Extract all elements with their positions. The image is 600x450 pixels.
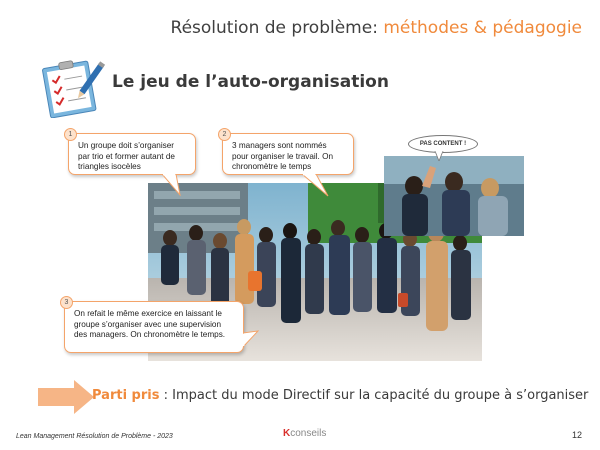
callout-number-1: 1: [64, 128, 77, 141]
callout-2-tail: [300, 174, 330, 198]
title-main: Résolution de problème:: [170, 18, 384, 38]
checklist-icon: [36, 58, 108, 118]
title-accent: méthodes & pédagogie: [383, 18, 582, 38]
callout-number-3: 3: [60, 296, 73, 309]
footer-caption: Lean Management Résolution de Problème - 2023: [16, 433, 173, 440]
callout-step-2: [222, 133, 354, 175]
callout-number-2: 2: [218, 128, 231, 141]
callout-text-3: On refait le même exercice en laissant le groupe s’organiser avec une supervision des managers. On chronomètre le temps.: [74, 309, 226, 339]
conclusion-text: : Impact du mode Directif sur la capacité du groupe à s’organiser: [159, 388, 589, 403]
section-subtitle: Le jeu de l’auto-organisation: [112, 72, 389, 92]
inset-photo: [384, 156, 524, 236]
conclusion-keyword: Parti pris: [92, 388, 160, 403]
conclusion-statement: [92, 388, 588, 403]
callout-step-1: [68, 133, 196, 175]
speech-bubble: PAS CONTENT !: [408, 135, 478, 153]
slide-title: [170, 18, 582, 38]
logo-text: conseils: [290, 428, 327, 439]
speech-bubble-tail: [434, 151, 446, 161]
page-number: 12: [572, 430, 583, 440]
arrow-right-icon: [38, 380, 94, 414]
callout-1-tail: [160, 174, 182, 196]
callout-text-2: 3 managers sont nommés pour organiser le travail. On chronomètre le temps: [232, 141, 334, 171]
callout-step-3: [64, 301, 244, 353]
callout-3-tail: [243, 330, 259, 350]
logo-mark: K: [283, 428, 291, 439]
callout-text-1: Un groupe doit s’organiser par trio et former autant de triangles isocèles: [78, 141, 175, 171]
company-logo: [283, 428, 326, 439]
